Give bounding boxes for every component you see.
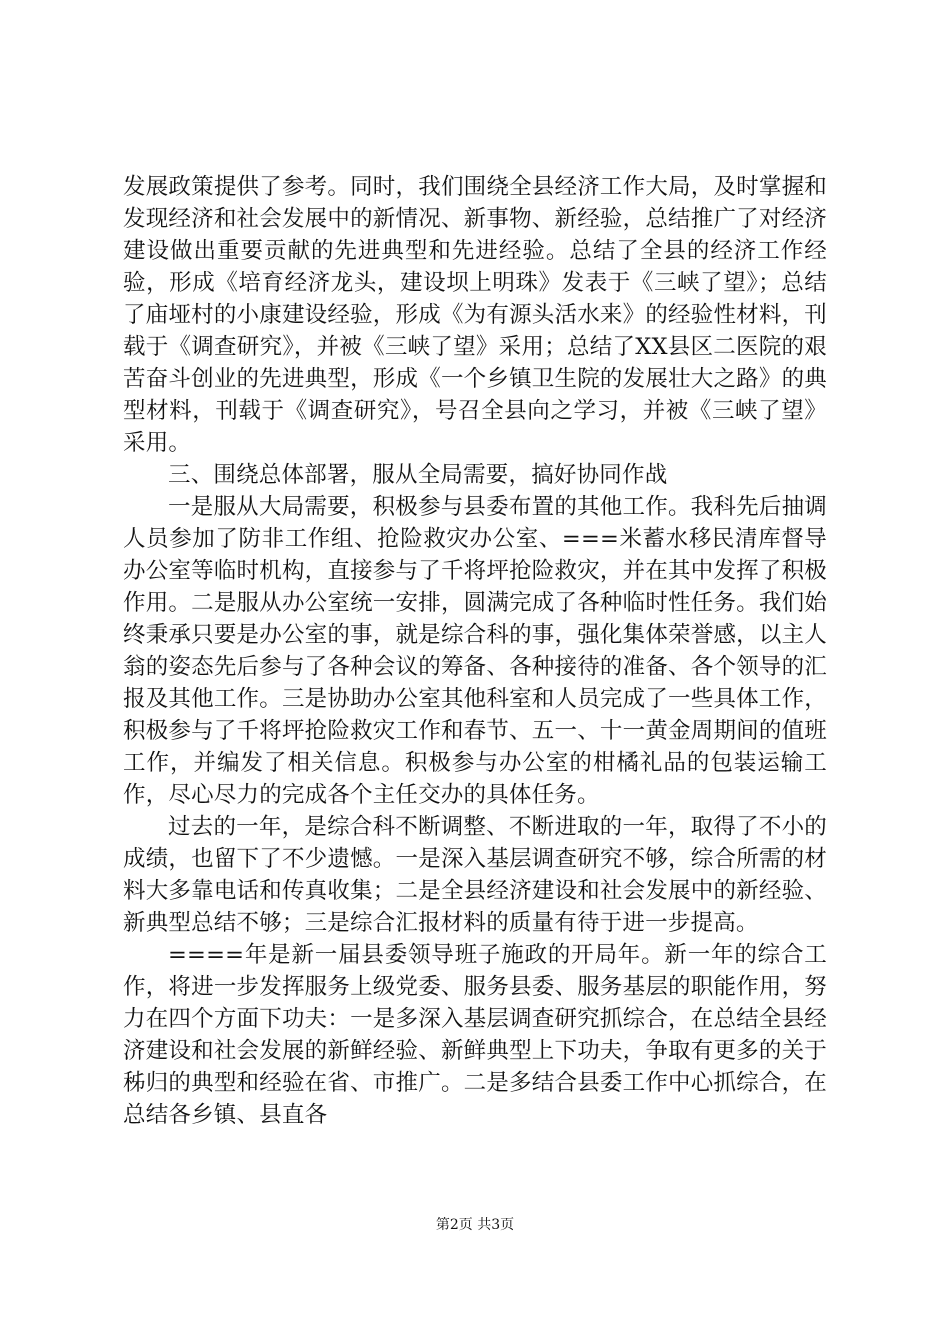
body-paragraph-2: 一是服从大局需要，积极参与县委布置的其他工作。我科先后抽调人员参加了防非工作组、抢险救灾办公室、===米蓄水移民清库督导办公室等临时机构，直接参与了千将坪抢险救灾，并在其中发挥了积极作用。二是服从办公室统一安排，圆满完成了各种临时性任务。我们始终秉承只要是办公室的事，就是综合科的事，强化集体荣誉感，以主人翁的姿态先后参与了各种会议的筹备、各种接待的准备、各个领导的汇报及其他工作。三是协助办公室其他科室和人员完成了一些具体工作，积极参与了千将坪抢险救灾工作和春节、五一、十一黄金周期间的值班工作，并编发了相关信息。积极参与办公室的柑橘礼品的包装运输工作，尽心尽力的完成各个主任交办的具体任务。 [123,494,827,808]
body-paragraph-1: 发展政策提供了参考。同时，我们围绕全县经济工作大局，及时掌握和发现经济和社会发展中的新情况、新事物、新经验，总结推广了对经济建设做出重要贡献的先进典型和先进经验。总结了全县的经济工作经验，形成《培育经济龙头，建设坝上明珠》发表于《三峡了望》；总结了庙垭村的小康建设经验，形成《为有源头活水来》的经验性材料，刊载于《调查研究》，并被《三峡了望》采用；总结了XX县区二医院的艰苦奋斗创业的先进典型，形成《一个乡镇卫生院的发展壮大之路》的典型材料，刊载于《调查研究》，号召全县向之学习，并被《三峡了望》采用。 [123,174,827,456]
page-footer [0,1216,950,1234]
body-paragraph-3: 过去的一年，是综合科不断调整、不断进取的一年，取得了不小的成绩，也留下了不少遗憾。一是深入基层调查研究不够，综合所需的材料大多靠电话和传真收集；二是全县经济建设和社会发展中的新经验、新典型总结不够；三是综合汇报材料的质量有待于进一步提高。 [123,814,827,936]
body-paragraph-4: ====年是新一届县委领导班子施政的开局年。新一年的综合工作，将进一步发挥服务上级党委、服务县委、服务基层的职能作用，努力在四个方面下功夫：一是多深入基层调查研究抓综合，在总结全县经济建设和社会发展的新鲜经验、新鲜典型上下功夫，争取有更多的关于秭归的典型和经验在省、市推广。二是多结合县委工作中心抓综合，在总结各乡镇、县直各 [123,942,827,1128]
page-number: 第2页 共3页 [435,1217,515,1233]
section-heading-3: 三、围绕总体部署，服从全局需要，搞好协同作战 [168,462,668,488]
document-body [123,171,827,1131]
